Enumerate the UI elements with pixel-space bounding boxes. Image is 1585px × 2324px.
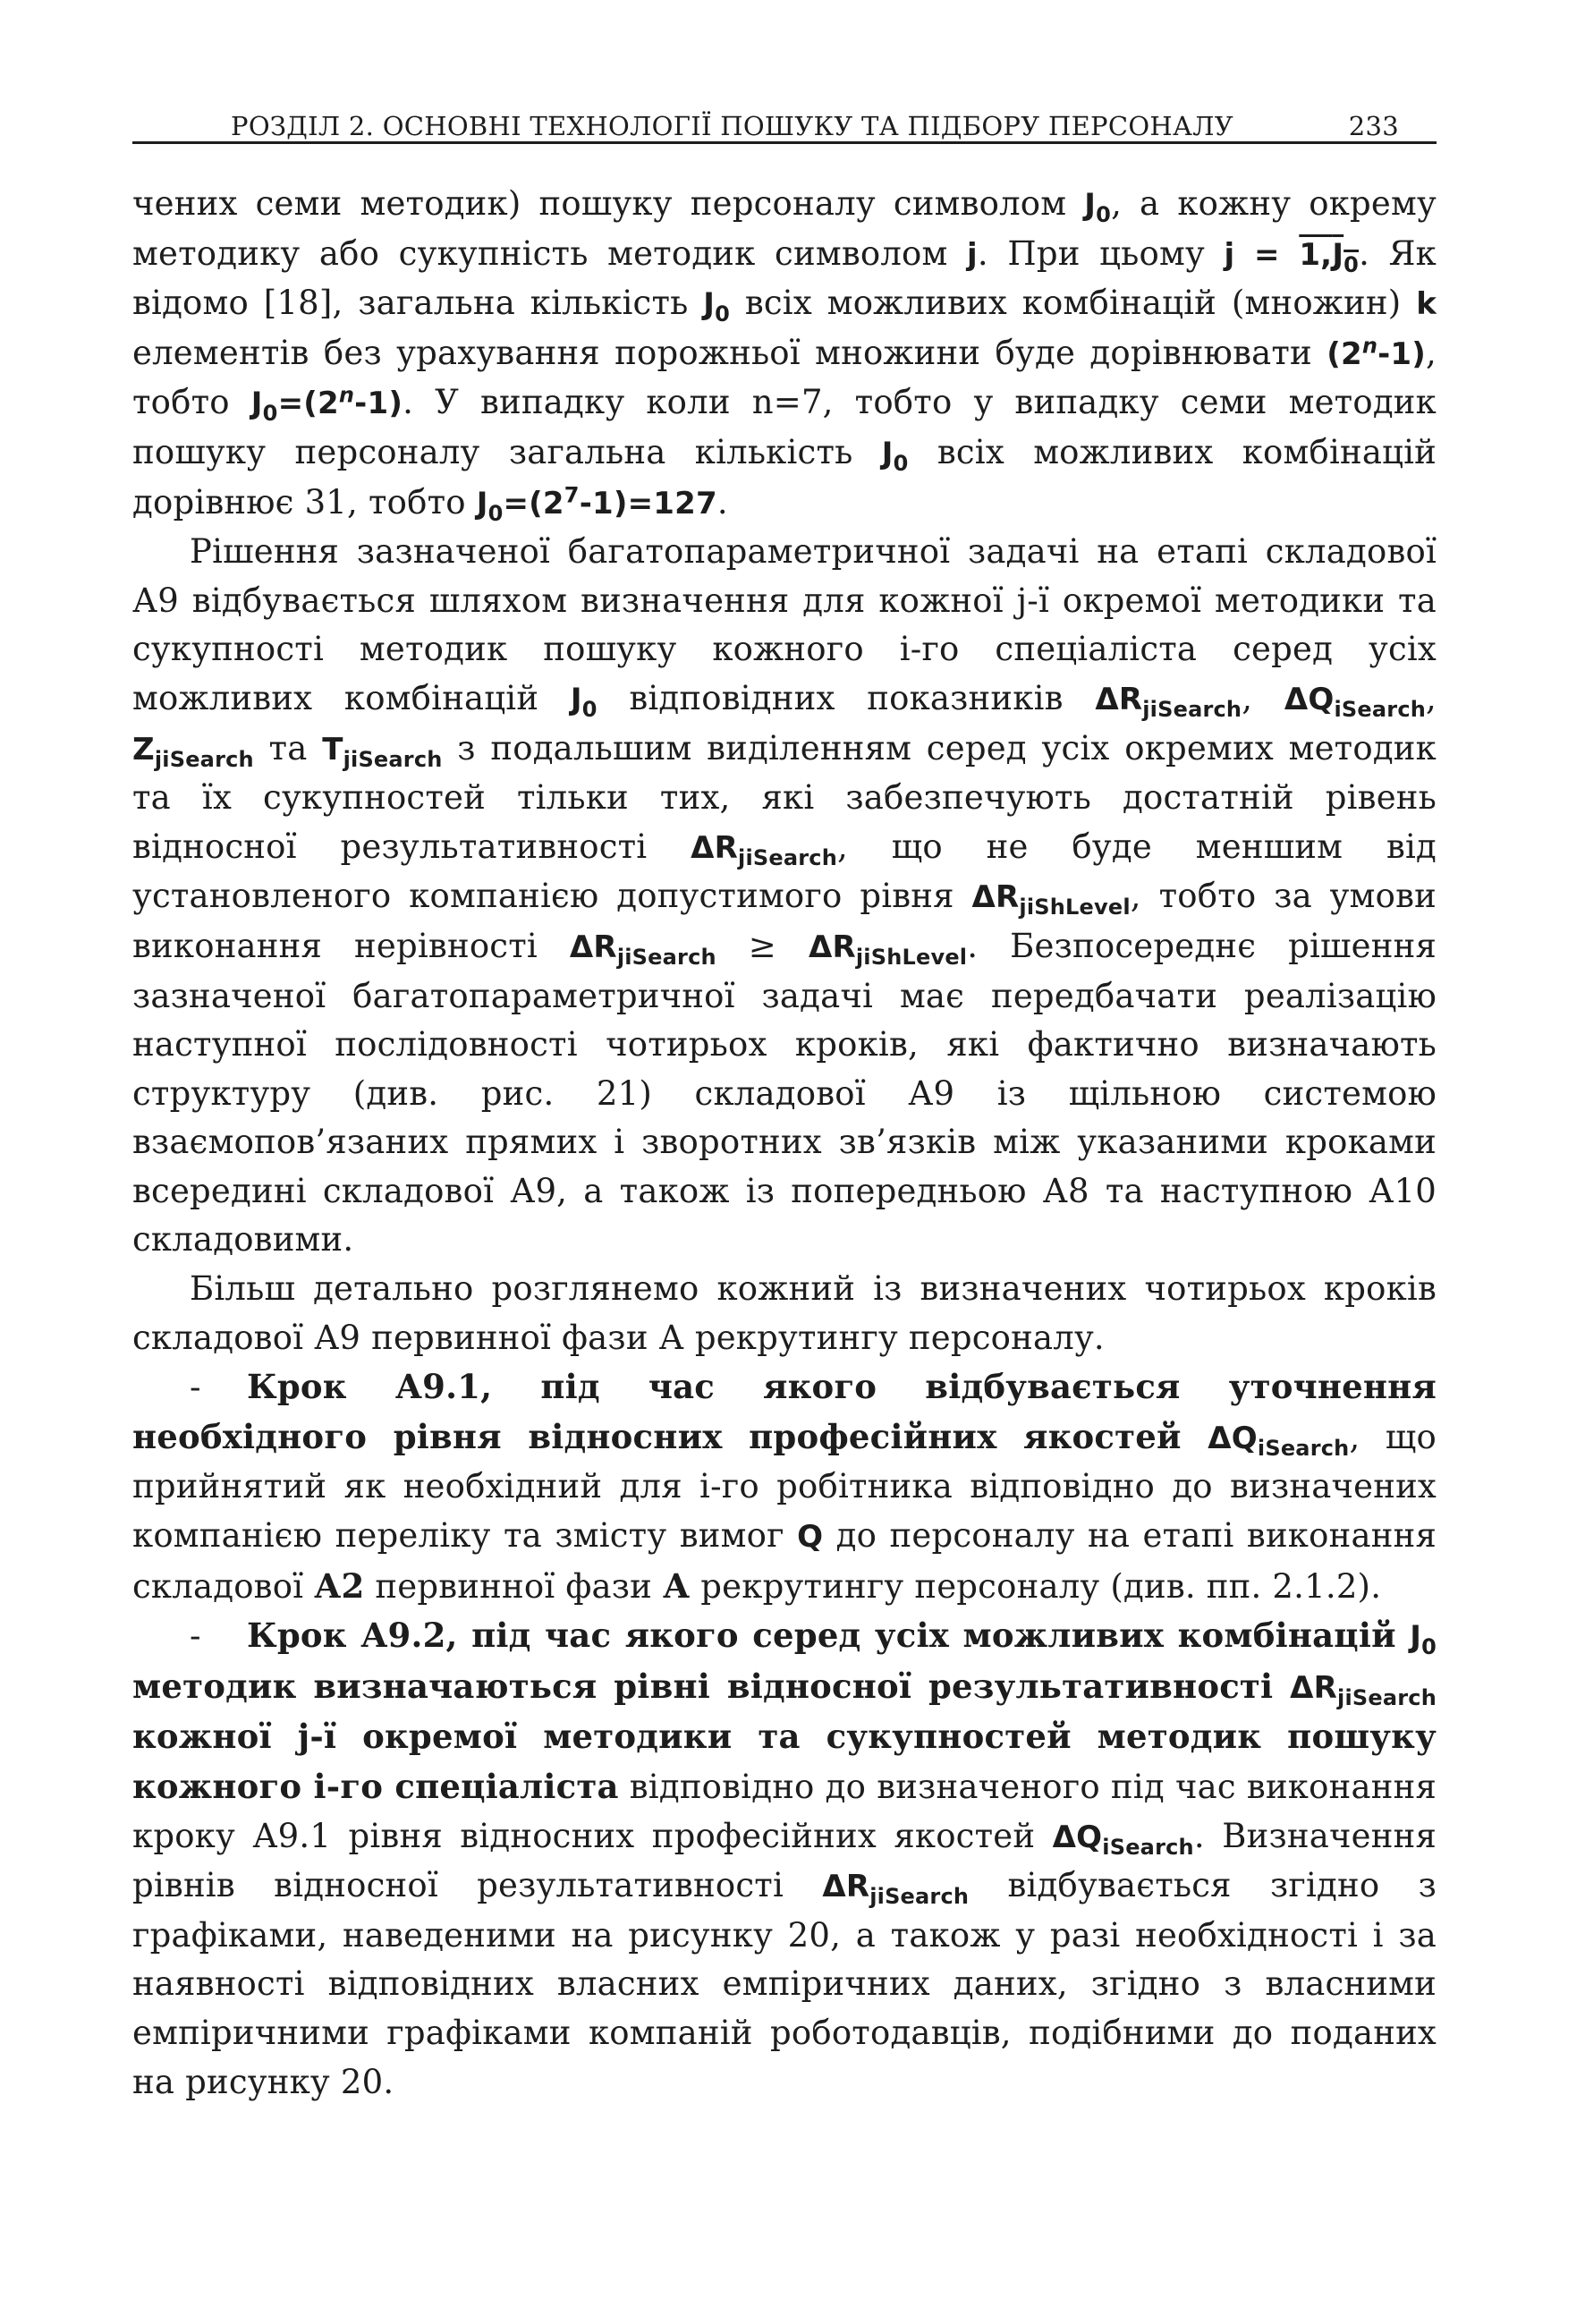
paragraph-1: чених семи методик) пошуку персоналу символом $J_0$, а кожну окрему методику або сукупність методик символом j. При цьому $j = 1,J_0$. Як відомо [18], загальна кількість $J_0$ всіх можливих комбінацій (множин) k елементів без урахування порожньої множини буде дорівнювати (2$^n$-1), тобто $J_0=(2^n-1)$. У випадку коли n=7, тобто у випадку семи методик пошуку персоналу загальна кількість $J_0$ всіх можливих комбінацій дорівнює 31, тобто $J_0=(2^7-1)=127$. (132, 184, 1437, 526)
running-title: РОЗДІЛ 2. ОСНОВНІ ТЕХНОЛОГІЇ ПОШУКУ ТА ПІДБОРУ ПЕРСОНАЛУ (231, 111, 1234, 141)
paragraph-2: Рішення зазначеної багатопараметричної задачі на етапі складової А9 відбувається шляхом визначення для кожної j-ї окремої методики та сукупності методик пошуку кожного і-го спеціаліста серед усіх можливих комбінацій $J_0$ відповідних показників $\Delta R_{jiSearch}$, $\Delta Q_{iSearch}$, $Z_{jiSearch}$ та $T_{jiSearch}$ з подальшим виділенням серед усіх окремих методик та їх сукупностей тільки тих, які забезпечують достатній рівень відносної результативності $\Delta R_{jiSearch}$, що не буде меншим від установленого компанією допустимого рівня $\Delta R_{jiShLevel}$, тобто за умови виконання нерівності $\Delta R_{jiSearch} \ge \Delta R_{jiShLevel}$. Безпосереднє рішення зазначеної багатопараметричної задачі має передбачати реалізацію наступної послідовності чотирьох кроків, які фактично визначають структуру (див. рис. 21) складової А9 із щільною системою взаємопов’язаних прямих і зворотних зв’язків між указаними кроками всередині складової А9, а також із попередньою А8 та наступною А10 складовими. (132, 532, 1437, 1260)
paragraph-step-a9-1: - Крок А9.1, під час якого відбувається уточнення необхідного рівня відносних професійних якостей $\Delta Q_{iSearch}$, що прийнятий як необхідний для і-го робітника відповідно до визначених компанією переліку та змісту вимог Q до персоналу на етапі виконання складової А2 первинної фази А рекрутингу персоналу (див. пп. 2.1.2). (132, 1367, 1437, 1606)
document-page (132, 98, 1437, 2107)
running-header (132, 98, 1437, 144)
paragraph-step-a9-2: - Крок А9.2, під час якого серед усіх можливих комбінацій $J_0$ методик визначаються рівні відносної результативності $\Delta R_{jiSearch}$ кожної j-ї окремої методики та сукупностей методик пошуку кожного і-го спеціаліста відповідно до визначеного під час виконання кроку А9.1 рівня відносних професійних якостей $\Delta Q_{iSearch}$. Визначення рівнів відносної результативності $\Delta R_{jiSearch}$ відбувається згідно з графіками, наведеними на рисунку 20, а також у разі необхідності і за наявності відповідних власних емпіричних даних, згідно з власними емпіричними графіками компаній роботодавців, подібними до поданих на рисунку 20. (132, 1616, 1437, 2101)
paragraph-3: Більш детально розглянемо кожний із визначених чотирьох кроків складової А9 первинної фази А рекрутингу персоналу. (132, 1269, 1437, 1357)
body-text (132, 180, 1437, 2107)
page-number: 233 (1348, 111, 1399, 141)
